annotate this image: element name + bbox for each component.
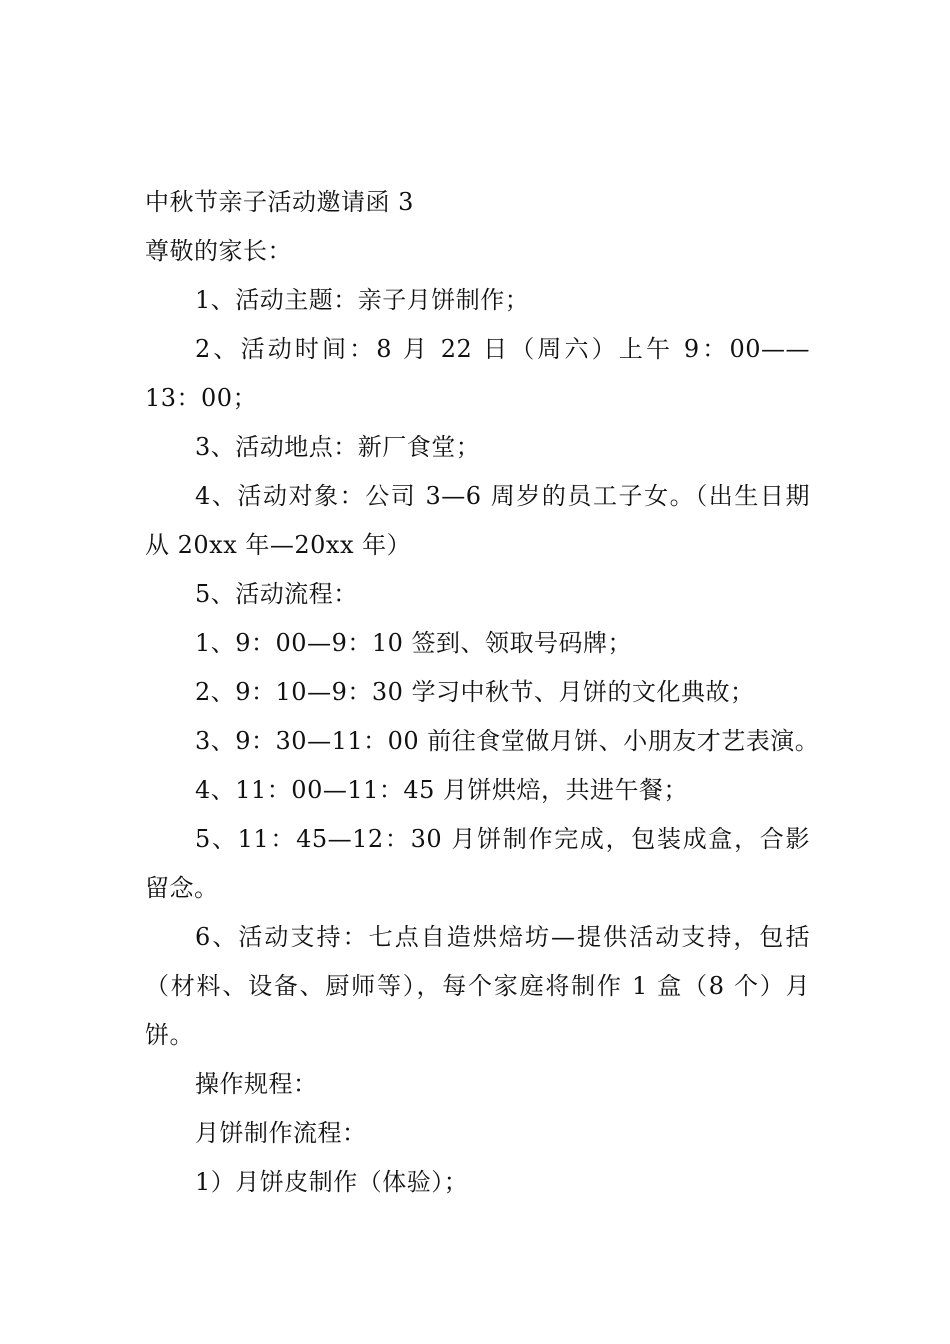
item-place: 3、活动地点：新厂食堂； xyxy=(195,433,481,461)
item-audience: 4、活动对象：公司 3—6 周岁的员工子女。（出生日期从 20xx 年—20xx 年） xyxy=(145,482,810,559)
process-step: 1、9：00—9：10 签到、领取号码牌； xyxy=(195,629,633,657)
process-step: 3、9：30—11：00 前往食堂做月饼、小朋友才艺表演。 xyxy=(195,727,820,755)
item-support: 6、活动支持：七点自造烘焙坊—提供活动支持，包括（材料、设备、厨师等），每个家庭将制作 1 盒（8 个）月饼。 xyxy=(145,923,810,1049)
process-step: 2、9：10—9：30 学习中秋节、月饼的文化典故； xyxy=(195,678,755,706)
process-step: 4、11：00—11：45 月饼烘焙，共进午餐； xyxy=(195,776,689,804)
item-theme: 1、活动主题：亲子月饼制作； xyxy=(195,286,530,314)
salutation: 尊敬的家长： xyxy=(145,237,292,265)
item-process-heading: 5、活动流程： xyxy=(195,580,358,608)
document-title: 中秋节亲子活动邀请函 3 xyxy=(145,188,414,216)
flow-step: 1）月饼皮制作（体验）； xyxy=(195,1168,469,1196)
operation-heading: 操作规程： xyxy=(195,1070,318,1098)
process-step: 5、11：45—12：30 月饼制作完成，包装成盒，合影留念。 xyxy=(145,825,810,902)
mooncake-flow-heading: 月饼制作流程： xyxy=(195,1119,367,1147)
item-time: 2、活动时间：8 月 22 日（周六）上午 9：00——13：00； xyxy=(145,335,810,412)
document-body xyxy=(145,178,820,1207)
